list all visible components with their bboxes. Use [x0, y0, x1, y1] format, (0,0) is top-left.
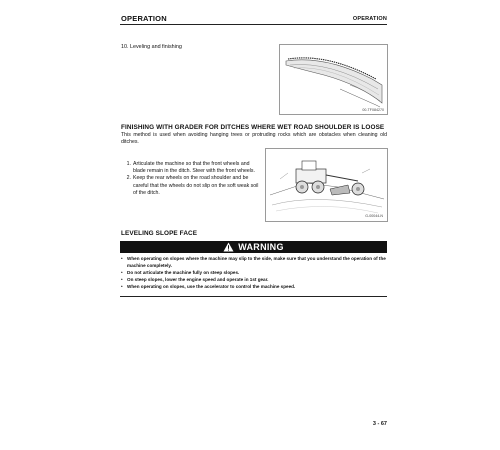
header-section-title: OPERATION	[121, 14, 167, 23]
list-item	[121, 161, 261, 175]
section-intro-text: This method is used when avoiding hanging trees or protruding rocks which are obstacles when cleaning old ditches.	[121, 132, 387, 146]
figure-blade-leveling	[279, 44, 388, 115]
header-running-title: OPERATION	[352, 16, 387, 22]
ditch-steps-list	[121, 161, 261, 197]
blade-illustration	[280, 45, 387, 114]
warning-banner	[120, 241, 387, 253]
bullet-icon: •	[121, 256, 123, 261]
list-item-number: 2.	[126, 175, 131, 182]
header-rule	[120, 24, 387, 25]
bullet-icon: •	[121, 269, 123, 275]
list-item	[121, 175, 261, 197]
list-item-number: 1.	[126, 161, 131, 167]
warning-item	[121, 284, 386, 291]
figure-code: G-00044-N	[365, 214, 383, 218]
figure-grader-ditch	[265, 148, 388, 222]
warning-item-text: On steep slopes, lower the engine speed and operate in 1st gear.	[127, 276, 269, 282]
warning-item-text: Do not articulate the machine fully on steep slopes.	[127, 269, 240, 275]
figure-code: 00-TF084270	[362, 108, 384, 112]
warning-item-text: When operating on slopes where the machine may slip to the side, make sure that you understand the operation of the machine completely.	[127, 256, 386, 268]
section-title-ditch: FINISHING WITH GRADER FOR DITCHES WHERE WET ROAD SHOULDER IS LOOSE	[121, 124, 385, 131]
section-title-slope: LEVELING SLOPE FACE	[121, 230, 198, 237]
warning-title: WARNING	[238, 242, 284, 252]
page-number: 3 - 67	[372, 421, 387, 427]
warning-triangle-icon	[223, 242, 234, 252]
warning-item	[121, 277, 386, 284]
warning-item	[121, 270, 386, 277]
grader-illustration	[266, 149, 387, 221]
step-heading: 10. Leveling and finishing	[121, 44, 182, 50]
warning-item	[121, 256, 386, 270]
bullet-icon: •	[121, 283, 123, 289]
warning-list	[121, 256, 386, 291]
bullet-icon: •	[121, 276, 123, 282]
warning-item-text: When operating on slopes, use the accelerator to control the machine speed.	[127, 283, 296, 289]
list-item-text: Articulate the machine so that the front wheels and blade remain in the ditch. Steer with the front wheels.	[133, 161, 255, 175]
list-item-text: Keep the rear wheels on the road shoulder and be careful that the wheels do not slip on the soft weak soil of the ditch.	[133, 175, 259, 196]
warning-bottom-rule	[120, 296, 387, 297]
